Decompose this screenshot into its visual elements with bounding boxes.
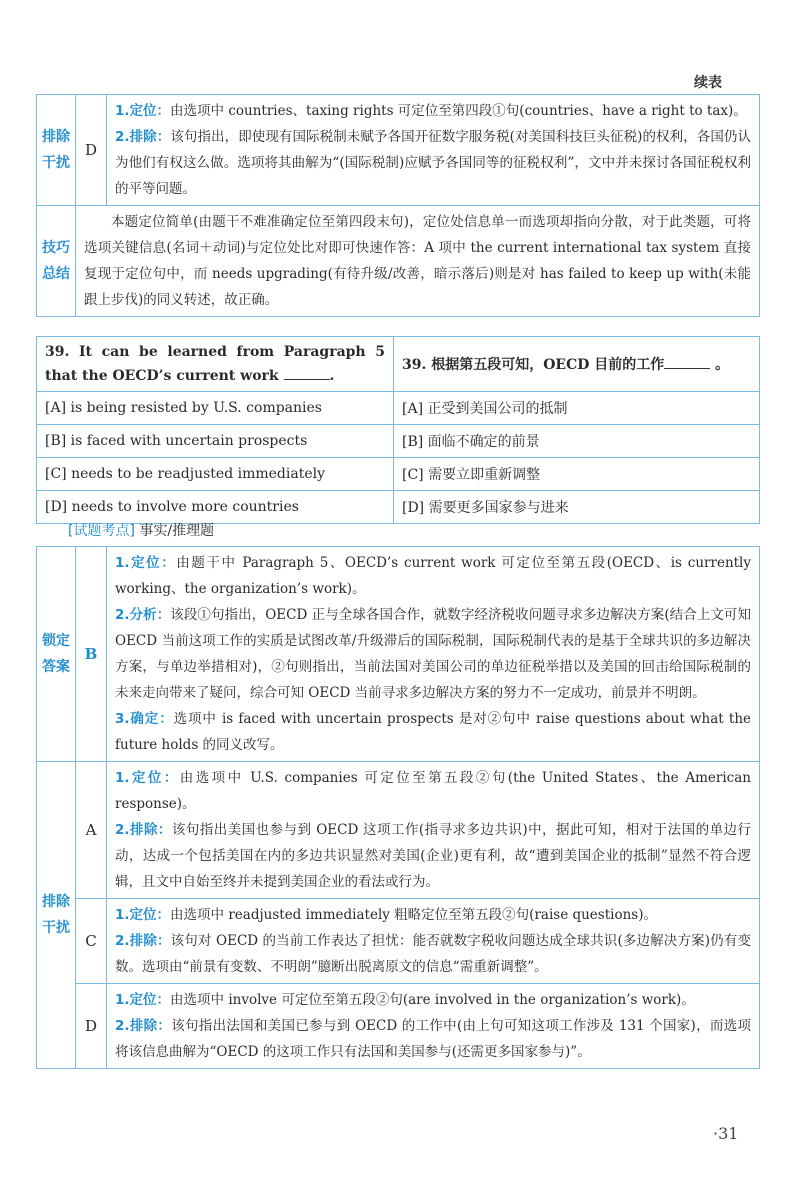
- page-number: ·31: [713, 1124, 739, 1143]
- analysis-item: 1.定位：由选项中 involve 可定位至第五段②句(are involved in the organization’s work)。: [115, 992, 695, 1008]
- analysis-item: 2.分析：该段①句指出，OECD 正与全球各国合作，就数字经济税收问题寻求多边解决方案(结合上文可知 OECD 当前这项工作的实质是试图改革/升级滞后的国际税制，国际税制代表的是基于全球共识的多边解决方案，与单边举措相对)，②句则指出，当前法国对美国公司的单边征税举措以及美国的回击给国际税制的未来走向带来了疑问，综合可知 OECD 当前寻求多边解决方案的努力不一定成功，前景并不明朗。: [115, 607, 751, 701]
- test-point-value: 事实/推理题: [134, 523, 215, 539]
- analysis-body: [107, 984, 760, 1069]
- option-row-a: [37, 392, 760, 425]
- table-row-answer-b: [37, 547, 760, 762]
- table-row-tips-summary: [37, 206, 760, 317]
- option-row-d: [37, 491, 760, 524]
- option-en: [D] needs to involve more countries: [37, 491, 394, 524]
- option-letter: A: [76, 762, 107, 899]
- answer-blank: [664, 354, 710, 369]
- option-zh: [C] 需要立即重新调整: [394, 458, 760, 491]
- question-39-analysis-table: [36, 546, 760, 1069]
- test-point: [68, 520, 214, 540]
- option-row-b: [37, 425, 760, 458]
- table-row-eliminate-a: [37, 762, 760, 899]
- category-cell: 排除 干扰: [37, 95, 76, 206]
- continued-table-label: 续表: [694, 75, 722, 91]
- option-row-c: [37, 458, 760, 491]
- answer-letter: B: [76, 547, 107, 762]
- test-point-tag: [试题考点]: [68, 523, 135, 539]
- analysis-body: [107, 95, 760, 206]
- continued-analysis-table: [36, 94, 760, 317]
- option-letter: C: [76, 899, 107, 984]
- analysis-item: 2.排除：该句指出美国也参与到 OECD 这项工作(指寻求多边共识)中，据此可知，相对于法国的单边行动，达成一个包括美国在内的多边共识显然对美国(企业)更有利，故“遭到美国企业的抵制”显然不符合逻辑，且文中自始至终并未提到美国企业的看法或行为。: [115, 822, 751, 890]
- analysis-item: 3.确定：选项中 is faced with uncertain prospects 是对②句中 raise questions about what the future holds 的同义改写。: [115, 711, 751, 753]
- category-cell: 锁定 答案: [37, 547, 76, 762]
- question-stem-zh: 39. 根据第五段可知，OECD 目前的工作 。: [394, 337, 760, 392]
- table-row-eliminate-d: [37, 95, 760, 206]
- question-stem-row: [37, 337, 760, 392]
- option-en: [C] needs to be readjusted immediately: [37, 458, 394, 491]
- question-stem-en: 39. It can be learned from Paragraph 5 that the OECD’s current work .: [37, 337, 394, 392]
- analysis-item: 1.定位：由题干中 Paragraph 5、OECD’s current work 可定位至第五段(OECD、is currently working、the organization’s work)。: [115, 555, 752, 597]
- option-en: [B] is faced with uncertain prospects: [37, 425, 394, 458]
- analysis-item: 1.定位：由选项中 U.S. companies 可定位至第五段②句(the United States、the American response)。: [115, 770, 751, 812]
- analysis-body: [107, 762, 760, 899]
- analysis-body: [107, 547, 760, 762]
- question-39-table: [36, 336, 760, 524]
- category-cell: 排除 干扰: [37, 762, 76, 1069]
- analysis-item: 2.排除：该句指出，即使现有国际税制未赋予各国开征数字服务税(对美国科技巨头征税)的权利，各国仍认为他们有权这么做。选项将其曲解为“(国际税制)应赋予各国同等的征税权利”，文中并未探讨各国征税权利的平等问题。: [115, 129, 751, 197]
- answer-blank: [284, 365, 330, 380]
- category-cell: 技巧 总结: [37, 206, 76, 317]
- option-zh: [D] 需要更多国家参与进来: [394, 491, 760, 524]
- analysis-body: [107, 899, 760, 984]
- option-letter: D: [76, 95, 107, 206]
- option-en: [A] is being resisted by U.S. companies: [37, 392, 394, 425]
- analysis-item: 2.排除：该句指出法国和美国已参与到 OECD 的工作中(由上句可知这项工作涉及 131 个国家)，而选项将该信息曲解为“OECD 的这项工作只有法国和美国参与(还需更多国家参与)”。: [115, 1018, 751, 1060]
- tips-summary-body: 本题定位简单(由题干不难准确定位至第四段末句)，定位处信息单一而选项却指向分散，对于此类题，可将选项关键信息(名词＋动词)与定位处比对即可快速作答：A 项中 the current international tax system 直接复现于定位句中，而 needs upgrading(有待升级/改善，暗示落后)则是对 has failed to keep up with(未能跟上步伐)的同义转述，故正确。: [76, 206, 760, 317]
- option-zh: [B] 面临不确定的前景: [394, 425, 760, 458]
- option-zh: [A] 正受到美国公司的抵制: [394, 392, 760, 425]
- table-row-eliminate-c: [37, 899, 760, 984]
- analysis-item: 1.定位：由选项中 readjusted immediately 粗略定位至第五段②句(raise questions)。: [115, 907, 657, 923]
- table-row-eliminate-d: [37, 984, 760, 1069]
- analysis-item: 1.定位：由选项中 countries、taxing rights 可定位至第四段①句(countries、have a right to tax)。: [115, 103, 747, 119]
- analysis-item: 2.排除：该句对 OECD 的当前工作表达了担忧：能否就数字税收问题达成全球共识(多边解决方案)仍有变数。选项由“前景有变数、不明朗”臆断出脱离原文的信息“需重新调整”。: [115, 933, 751, 975]
- option-letter: D: [76, 984, 107, 1069]
